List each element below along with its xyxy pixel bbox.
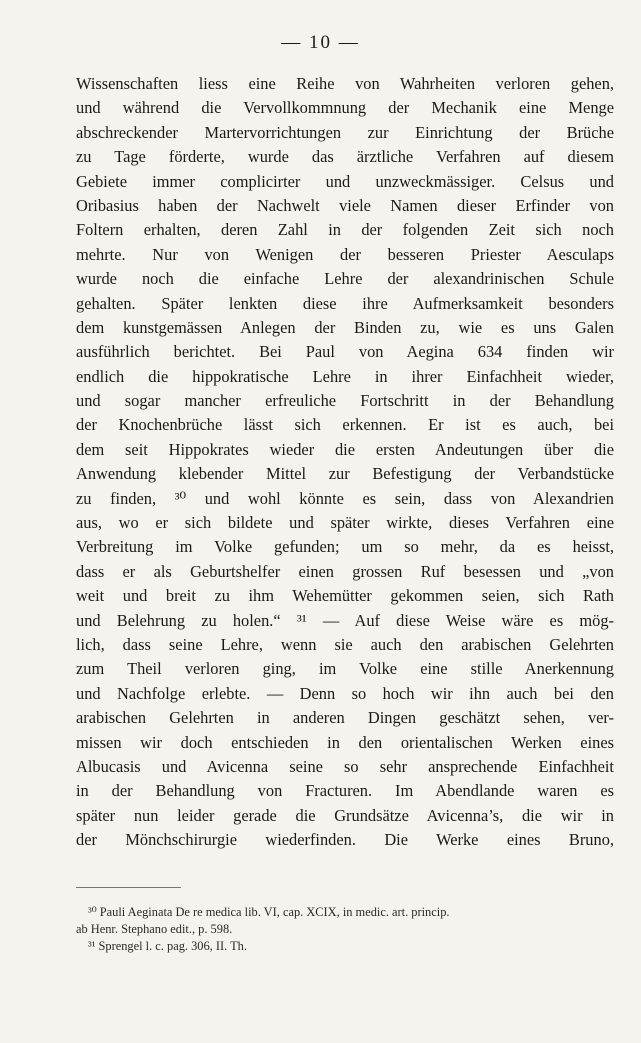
footnote-divider bbox=[76, 887, 181, 888]
text-line: mehrte. Nur von Wenigen der besseren Priester Aesculaps bbox=[76, 244, 614, 264]
body-text bbox=[76, 72, 614, 853]
text-line: Wissenschaften liess eine Reihe von Wahrheiten verloren gehen, bbox=[76, 74, 614, 93]
text-line: und während die Vervollkommnung der Mechanik eine Menge bbox=[76, 98, 614, 118]
page-number: — 10 — bbox=[281, 32, 360, 53]
text-line: wurde noch die einfache Lehre der alexandrinischen Schule bbox=[76, 269, 614, 289]
text-line: der Knochenbrüche lässt sich erkennen. Er ist es auch, bei bbox=[76, 415, 614, 435]
text-line: und Nachfolge erlebte. — Denn so hoch wir ihn auch bei den bbox=[76, 683, 614, 703]
text-line: abschreckender Martervorrichtungen zur Einrichtung der Brüche bbox=[76, 122, 614, 142]
text-line: der Mönchschirurgie wiederfinden. Die Werke eines Bruno, bbox=[76, 830, 614, 850]
text-line: und Belehrung zu holen.“ ³¹ — Auf diese Weise wäre es mög- bbox=[76, 610, 614, 630]
text-line: weit und breit zu ihm Wehemütter gekommen seien, sich Rath bbox=[76, 586, 614, 606]
text-line: ausführlich berichtet. Bei Paul von Aegina 634 finden wir bbox=[76, 342, 614, 362]
text-line: Verbreitung im Volke gefunden; um so mehr, da es heisst, bbox=[76, 537, 614, 557]
text-line: und sogar mancher erfreuliche Fortschritt in der Behandlung bbox=[76, 391, 614, 411]
text-line: Oribasius haben der Nachwelt viele Namen dieser Erfinder von bbox=[76, 195, 614, 215]
text-line: dem seit Hippokrates wieder die ersten Andeutungen über die bbox=[76, 439, 614, 459]
text-line: später nun leider gerade die Grundsätze Avicenna’s, die wir in bbox=[76, 805, 614, 825]
text-line: dem kunstgemässen Anlegen der Binden zu, wie es uns Galen bbox=[76, 317, 614, 337]
text-line: gehalten. Später lenkten diese ihre Aufmerksamkeit besonders bbox=[76, 293, 614, 313]
text-line: in der Behandlung von Fracturen. Im Abendlande waren es bbox=[76, 781, 614, 801]
text-line: aus, wo er sich bildete und später wirkte, dieses Verfahren eine bbox=[76, 513, 614, 533]
text-line: endlich die hippokratische Lehre in ihrer Einfachheit wieder, bbox=[76, 366, 614, 386]
text-line: Gebiete immer complicirter und unzweckmässiger. Celsus und bbox=[76, 171, 614, 191]
text-line: zum Theil verloren ging, im Volke eine stille Anerkennung bbox=[76, 659, 614, 679]
footnotes bbox=[76, 904, 614, 955]
text-line: zu Tage förderte, wurde das ärztliche Verfahren auf diesem bbox=[76, 147, 614, 167]
text-line: Albucasis und Avicenna seine so sehr ansprechende Einfachheit bbox=[76, 756, 614, 776]
text-line: lich, dass seine Lehre, wenn sie auch den arabischen Gelehrten bbox=[76, 634, 614, 654]
text-line: dass er als Geburtshelfer einen grossen Ruf besessen und „von bbox=[76, 561, 614, 581]
text-line: arabischen Gelehrten in anderen Dingen geschätzt sehen, ver- bbox=[76, 708, 614, 728]
footnote-30: ³⁰ Pauli Aeginata De re medica lib. VI, cap. XCIX, in medic. art. princip. bbox=[88, 905, 450, 919]
text-line: Anwendung klebender Mittel zur Befestigung der Verbandstücke bbox=[76, 464, 614, 484]
text-line: Foltern erhalten, deren Zahl in der folgenden Zeit sich noch bbox=[76, 220, 614, 240]
footnote-31: ³¹ Sprengel l. c. pag. 306, II. Th. bbox=[88, 939, 247, 953]
text-line: zu finden, ³⁰ und wohl könnte es sein, dass von Alexandrien bbox=[76, 488, 614, 508]
footnote-30-continuation: ab Henr. Stephano edit., p. 598. bbox=[76, 922, 233, 936]
text-line: missen wir doch entschieden in den orientalischen Werken eines bbox=[76, 732, 614, 752]
